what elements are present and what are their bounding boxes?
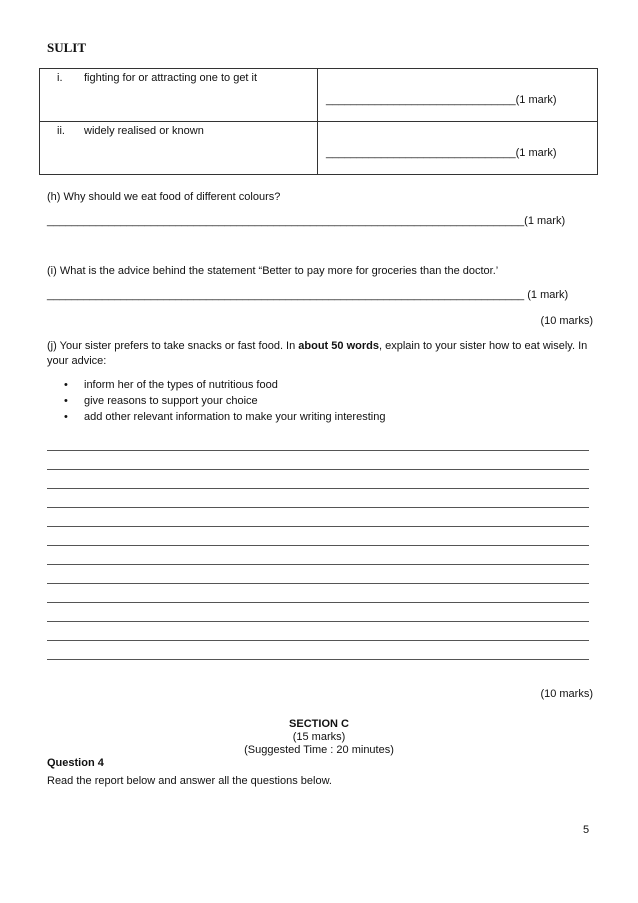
writing-line[interactable] [47,489,589,508]
question-j-pre: (j) Your sister prefers to take snacks or fast food. In [47,340,299,352]
list-item-text: inform her of the types of nutritious food [84,379,278,391]
term-definition: fighting for or attracting one to get it [84,72,258,84]
table-cell-term [40,69,318,122]
row-number: i. [57,72,63,84]
writing-line[interactable] [47,622,589,641]
header-sulit: SULIT [47,40,87,55]
table-cell-answer[interactable] [318,122,598,175]
table-row [40,122,598,175]
writing-area[interactable] [47,432,589,660]
table-cell-term [40,122,318,175]
writing-line[interactable] [47,451,589,470]
writing-line[interactable] [47,546,589,565]
list-item [64,409,385,425]
page-number: 5 [583,824,590,836]
advice-list [64,377,385,425]
question-i: (i) What is the advice behind the statement “Better to pay more for groceries than the doctor.’ [47,265,499,277]
question-j-post: , explain to your sister how to eat wisely. In [378,340,588,352]
vocabulary-table [39,68,598,175]
writing-line[interactable] [47,584,589,603]
list-item [64,377,385,393]
section-time: (Suggested Time : 20 minutes) [244,744,394,756]
row-number: ii. [57,125,65,137]
table-cell-answer[interactable] [318,69,598,122]
marks-total: (10 marks) [540,688,593,700]
marks-total: (10 marks) [540,315,593,327]
term-definition: widely realised or known [84,125,204,137]
section-marks: (15 marks) [292,731,346,743]
list-item-text: add other relevant information to make your writing interesting [84,411,386,423]
question-j-bold: about 50 words [298,340,379,352]
table-row [40,69,598,122]
question-4-label: Question 4 [47,757,104,769]
writing-line[interactable] [47,508,589,527]
bullet-icon: • [64,411,68,423]
writing-line[interactable] [47,565,589,584]
writing-line[interactable] [47,641,589,660]
section-title: SECTION C [289,718,349,730]
bullet-icon: • [64,379,68,391]
question-4-instruction: Read the report below and answer all the questions below. [47,775,332,787]
writing-line[interactable] [47,470,589,489]
answer-line-i[interactable]: ______________________________________________________________________________ (1 mark) [47,289,569,301]
answer-line-h[interactable]: ______________________________________________________________________________(1 mark) [47,215,566,227]
list-item-text: give reasons to support your choice [84,395,258,407]
answer-line: _______________________________(1 mark) [326,94,557,106]
bullet-icon: • [64,395,68,407]
answer-line: _______________________________(1 mark) [326,147,557,159]
list-item [64,393,385,409]
question-j [47,340,587,352]
question-h: (h) Why should we eat food of different colours? [47,191,281,203]
writing-line[interactable] [47,432,589,451]
question-j-line2: your advice: [47,355,107,367]
writing-line[interactable] [47,603,589,622]
writing-line[interactable] [47,527,589,546]
